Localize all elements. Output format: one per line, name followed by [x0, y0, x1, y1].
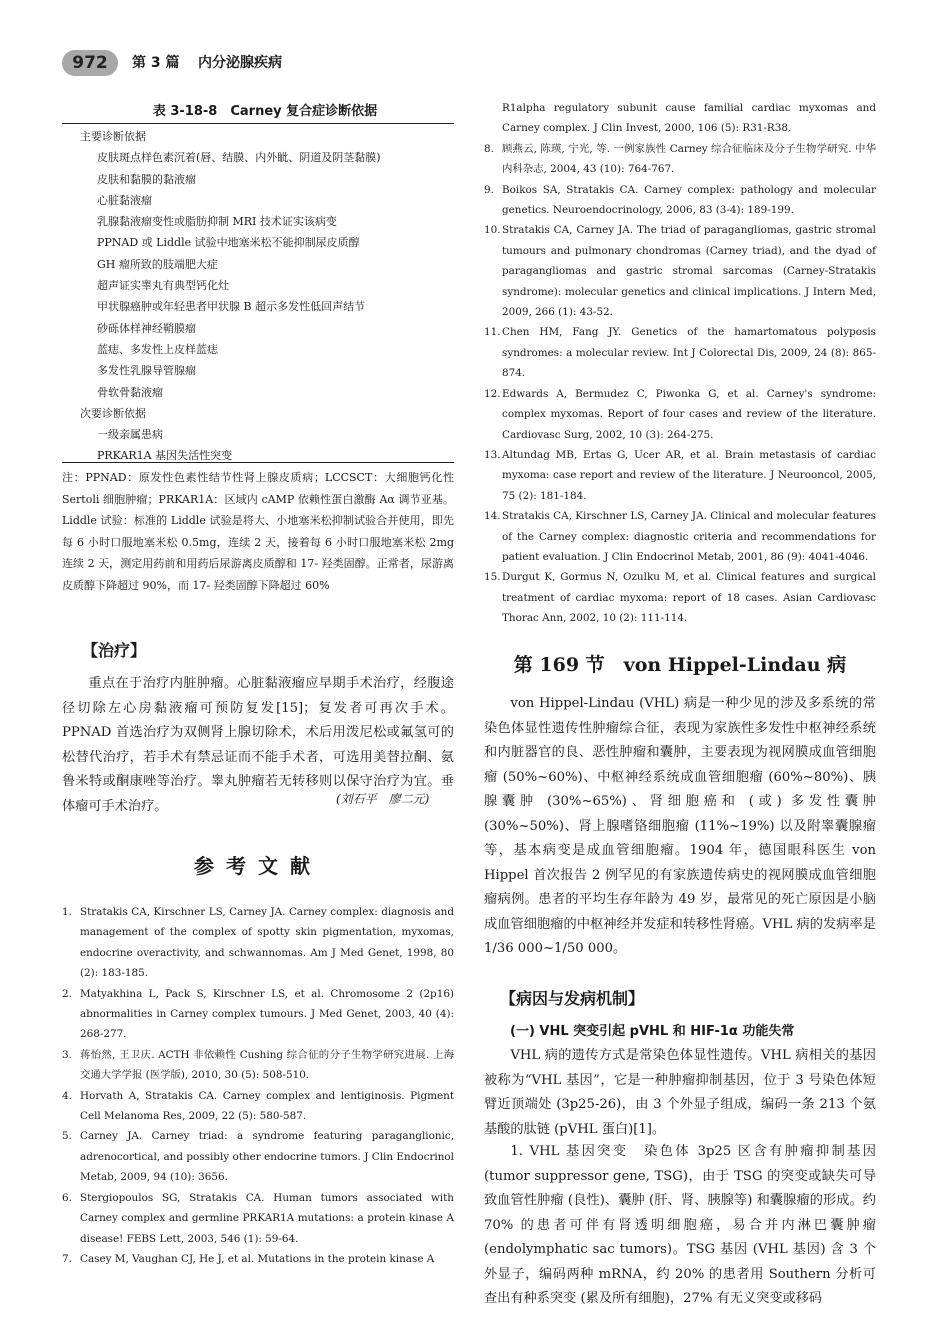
table-top-rule — [62, 123, 454, 124]
reference-item — [62, 902, 454, 984]
references-title: 参考文献 — [194, 854, 322, 878]
reference-number: 2. — [62, 987, 72, 1000]
minor-criteria-heading: 次要诊断依据 — [80, 406, 146, 420]
reference-number: 14. — [484, 510, 501, 523]
reference-number: 1. — [62, 906, 72, 918]
etiology-paragraph: VHL 病的遗传方式是常染色体显性遗传。VHL 病相关的基因被称为“VHL 基因”，它是一种肿瘤抑制基因，位于 3 号染色体短臂近顶端处 (3p25-26)，由 3 个外显子组成，编码一条 213 个氨基酸的肽链 (pVHL 蛋白)[1]。 — [484, 1048, 876, 1137]
author-attribution: (刘石平 廖二元) — [336, 792, 430, 806]
treatment-heading: 【治疗】 — [82, 641, 147, 660]
reference-item — [62, 1126, 454, 1187]
running-header — [62, 50, 462, 80]
reference-text: Altundag MB, Ertas G, Ucer AR, et al. Brain metastasis of cardiac myxoma: case report and review of the literature. J Neurooncol, 2005, 75 (2): 181-184. — [502, 448, 876, 502]
reference-item — [484, 139, 876, 180]
reference-item — [484, 445, 876, 506]
vhl-mutation-paragraph: 1. VHL 基因突变 染色体 3p25 区含有肿瘤抑制基因 (tumor suppressor gene, TSG)，由于 TSG 的突变或缺失可导致血管性肿瘤 (良性)、囊肿 (肝、肾、胰腺等) 和囊腺瘤的形成。约 70% 的患者可伴有肾透明细胞癌，易合并内淋巴囊肿瘤 (endolymphatic sac tumors)。TSG 基因 (VHL 基因) 含 3 个外显子，编码两种 mRNA，约 20% 的患者用 Southern 分析可查出有种系突变 (累及所有细胞)，27% 有无义突变或移码 — [484, 1144, 876, 1306]
criteria-item: 甲状腺癌肿或年轻患者甲状腺 B 超示多发性低回声结节 — [97, 300, 366, 314]
criteria-item: 骨软骨黏液瘤 — [97, 385, 163, 399]
reference-item — [484, 384, 876, 445]
reference-text: Stratakis CA, Carney JA. The triad of paragangliomas, gastric stromal tumours and pulmonary chondromas (Carney triad), and the dyad of paragangliomas and gastric stromal sarcomas (Carney-Stratakis syndrome): molecular genetics and clinical implications. J Intern Med, 2009, 266 (1): 43-52. — [502, 224, 876, 319]
reference-item — [62, 1045, 454, 1086]
subsection-title: (一) VHL 突变引起 pVHL 和 HIF-1α 功能失常 — [510, 1024, 795, 1039]
criteria-item: 砂砾体样神经鞘膜瘤 — [97, 321, 196, 335]
reference-list-left — [62, 902, 454, 1269]
section-title: 第 169 节 von Hippel-Lindau 病 — [513, 654, 847, 676]
reference-number: 12. — [484, 387, 501, 400]
part-label: 第 3 篇 — [132, 55, 180, 71]
reference-text: Durgut K, Gormus N, Ozulku M, et al. Clinical features and surgical treatment of cardiac myxoma: report of 18 cases. Asian Cardiovasc Thorac Ann, 2002, 10 (2): 111-114. — [502, 571, 876, 625]
reference-text: Boikos SA, Stratakis CA. Carney complex: pathology and molecular genetics. Neuroendocrinology, 2006, 83 (3-4): 189-199. — [502, 183, 876, 217]
reference-item — [62, 1249, 454, 1269]
reference-text: Horvath A, Stratakis CA. Carney complex and lentiginosis. Pigment Cell Melanoma Res, 2009, 22 (5): 580-587. — [80, 1089, 454, 1123]
criteria-item: 心脏黏液瘤 — [97, 193, 152, 207]
reference-text: 蒋怡然, 王卫庆. ACTH 非依赖性 Cushing 综合征的分子生物学研究进展. 上海交通大学学报 (医学版), 2010, 30 (5): 508-510. — [80, 1048, 454, 1082]
reference-text: Carney JA. Carney triad: a syndrome featuring paraganglionic, adrenocortical, and possibly other endocrine tumors. J Clin Endocrinol Metab, 2009, 94 (10): 3656. — [80, 1130, 454, 1184]
reference-number: 13. — [484, 448, 501, 461]
reference-text: Matyakhina L, Pack S, Kirschner LS, et al. Chromosome 2 (2p16) abnormalities in Carney complex tumours. J Med Genet, 2003, 40 (4): 268-277. — [80, 987, 454, 1041]
criteria-item: 皮肤和黏膜的黏液瘤 — [97, 172, 196, 186]
criteria-item: 多发性乳腺导管腺瘤 — [97, 364, 196, 378]
reference-item — [484, 567, 876, 628]
reference-continuation — [484, 98, 876, 139]
reference-item — [62, 1086, 454, 1127]
reference-text: R1alpha regulatory subunit cause familial cardiac myxomas and Carney complex. J Clin Invest, 2000, 106 (5): R31-R38. — [502, 102, 876, 135]
reference-number: 6. — [62, 1191, 72, 1204]
reference-text: Chen HM, Fang JY. Genetics of the hamartomatous polyposis syndromes: a molecular review. Int J Colorectal Dis, 2009, 24 (8): 865-874. — [502, 326, 876, 380]
section-intro: von Hippel-Lindau (VHL) 病是一种少见的涉及多系统的常染色体显性遗传性肿瘤综合征，表现为家族性多发性中枢神经系统和内脏器官的良、恶性肿瘤和囊肿，主要表现为视网膜成血管细胞瘤 (50%~60%)、中枢神经系统成血管细胞瘤 (60%~80%)、胰腺囊肿 (30%~65%)、肾细胞癌和 (或) 多发性囊肿 (30%~50%)、肾上腺嗜铬细胞瘤 (11%~19%) 以及附睾囊腺瘤等，基本病变是成血管细胞瘤。1904 年，德国眼科医生 von Hippel 首次报告 2 例罕见的有家族遗传病史的视网膜成血管细胞瘤病例。患者的平均生存年龄为 49 岁，最常见的死亡原因是小脑成血管细胞瘤的中枢神经并发症和转移性肾癌。VHL 病的发病率是 1/36 000~1/50 000。 — [484, 696, 876, 956]
table-bottom-rule — [62, 462, 454, 463]
reference-item — [62, 1188, 454, 1249]
reference-item — [62, 984, 454, 1045]
etiology-heading: 【病因与发病机制】 — [500, 989, 645, 1008]
reference-number: 9. — [484, 183, 494, 196]
reference-list-right — [484, 98, 876, 629]
criteria-item: PPNAD 或 Liddle 试验中地塞米松不能抑制尿皮质醇 — [97, 236, 360, 250]
reference-text: Stratakis CA, Kirschner LS, Carney JA. Clinical and molecular features of the Carney complex: diagnostic criteria and recommendations for patient evaluation. J Clin Endocrinol Metab, 2001, 86 (9): 4041-4046. — [502, 510, 876, 563]
reference-number: 5. — [62, 1130, 72, 1143]
criteria-item: GH 瘤所致的肢端肥大症 — [97, 257, 218, 271]
page-number: 972 — [62, 50, 118, 76]
criteria-item: PRKAR1A 基因失活性突变 — [97, 449, 233, 463]
reference-number: 10. — [484, 224, 501, 237]
treatment-paragraph: 重点在于治疗内脏肿瘤。心脏黏液瘤应早期手术治疗，经腹途径切除左心房黏液瘤可预防复发[15]；复发者可再次手术。PPNAD 首选治疗为双侧肾上腺切除术，术后用泼尼松或氟氢可的松替代治疗，若手术有禁忌证而不能手术者，可选用美替拉酮、氨鲁米特或酮康唑等治疗。睾丸肿瘤若无转移则以保守治疗为宜。垂体瘤可手术治疗。 — [62, 676, 454, 814]
table-notes: 注：PPNAD：原发性色素性结节性肾上腺皮质病；LCCSCT：大细胞钙化性 Sertoli 细胞肿瘤；PRKAR1A：区域内 cAMP 依赖性蛋白激酶 Aα 调节亚基。Liddle 试验：标准的 Liddle 试验是将大、小地塞米松抑制试验合并使用，即先每 6 小时口服地塞米松 0.5mg，连续 2 天，接着每 6 小时口服地塞米松 2mg 连续 2 天，测定用药前和用药后尿游离皮质醇和 17- 羟类固醇。正常者，尿游离皮质醇下降超过 90%，而 17- 羟类固醇下降超过 60% — [62, 471, 454, 592]
criteria-item: 蓝痣、多发性上皮样蓝痣 — [97, 342, 218, 356]
reference-number: 11. — [484, 326, 501, 339]
reference-text: 顾燕云, 陈瑛, 宁光, 等. 一例家族性 Carney 综合征临床及分子生物学研究. 中华内科杂志, 2004, 43 (10): 764-767. — [502, 142, 876, 176]
criteria-item: 乳腺黏液瘤变性或脂肪抑制 MRI 技术证实该病变 — [97, 215, 337, 229]
criteria-item: 一级亲属患病 — [97, 428, 163, 442]
reference-item — [484, 506, 876, 567]
table-caption: 表 3-18-8 Carney 复合症诊断依据 — [152, 104, 378, 119]
major-criteria-heading: 主要诊断依据 — [80, 130, 146, 143]
reference-text: Edwards A, Bermudez C, Piwonka G, et al. Carney's syndrome: complex myxomas. Report of four cases and review of the literature. Cardiovasc Surg, 2002, 10 (3): 264-275. — [502, 387, 876, 441]
reference-number: 3. — [62, 1048, 72, 1061]
reference-number: 8. — [484, 142, 494, 155]
reference-number: 4. — [62, 1089, 72, 1102]
reference-item — [484, 220, 876, 322]
criteria-item: 超声证实睾丸有典型钙化灶 — [97, 279, 229, 293]
reference-text: Stergiopoulos SG, Stratakis CA. Human tumors associated with Carney complex and germline PRKAR1A mutations: a protein kinase A disease! FEBS Lett, 2003, 546 (1): 59-64. — [80, 1191, 454, 1245]
reference-text: Stratakis CA, Kirschner LS, Carney JA. Carney complex: diagnosis and management of the complex of spotty skin pigmentation, myxomas, endocrine overactivity, and schwannomas. Am J Med Genet, 1998, 80 (2): 183-185. — [80, 906, 454, 980]
reference-item — [484, 180, 876, 221]
reference-number: 7. — [62, 1252, 72, 1265]
diagnostic-criteria-table — [80, 126, 450, 467]
criteria-item: 皮肤斑点样色素沉着(唇、结膜、内外眦、阴道及阴茎黏膜) — [97, 151, 381, 165]
reference-item — [484, 322, 876, 383]
part-title: 内分泌腺疾病 — [198, 55, 282, 71]
reference-number: 15. — [484, 571, 501, 584]
reference-text: Casey M, Vaughan CJ, He J, et al. Mutations in the protein kinase A — [80, 1252, 435, 1265]
